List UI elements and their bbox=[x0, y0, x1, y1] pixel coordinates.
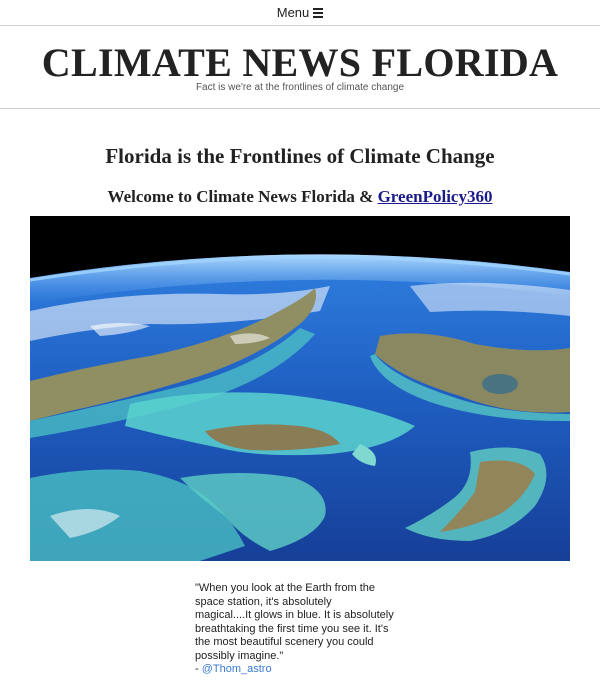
quote-line: breathtaking the first time you see it. It's bbox=[195, 622, 389, 635]
welcome-text: Welcome to Climate News Florida & bbox=[107, 187, 378, 206]
greenpolicy360-link[interactable]: GreenPolicy360 bbox=[377, 187, 493, 206]
menu-label: Menu bbox=[276, 5, 310, 20]
page-title: Florida is the Frontlines of Climate Change bbox=[105, 144, 495, 168]
quote-line: possibly imagine." bbox=[195, 649, 284, 662]
hamburger-icon bbox=[313, 8, 323, 18]
quote-line: "When you look at the Earth from the bbox=[195, 582, 375, 594]
attribution-prefix: - bbox=[195, 663, 202, 675]
astronaut-quote bbox=[195, 582, 435, 677]
top-nav-bar bbox=[0, 0, 600, 26]
menu-toggle-button[interactable] bbox=[277, 5, 324, 20]
site-header bbox=[0, 26, 600, 109]
quote-line: space station, it's absolutely bbox=[195, 595, 332, 608]
quote-attribution bbox=[195, 663, 435, 677]
quote-line: the most beautiful scenery you could bbox=[195, 636, 374, 648]
quote-line: magical....It glows in blue. It is absolutely bbox=[195, 609, 394, 621]
site-title-link[interactable]: CLIMATE NEWS FLORIDA bbox=[41, 40, 559, 85]
earth-from-space-image bbox=[30, 216, 570, 561]
welcome-heading bbox=[0, 186, 600, 208]
site-tagline: Fact is we're at the frontlines of climate change bbox=[195, 82, 405, 93]
thom-astro-link[interactable]: @Thom_astro bbox=[201, 663, 272, 675]
